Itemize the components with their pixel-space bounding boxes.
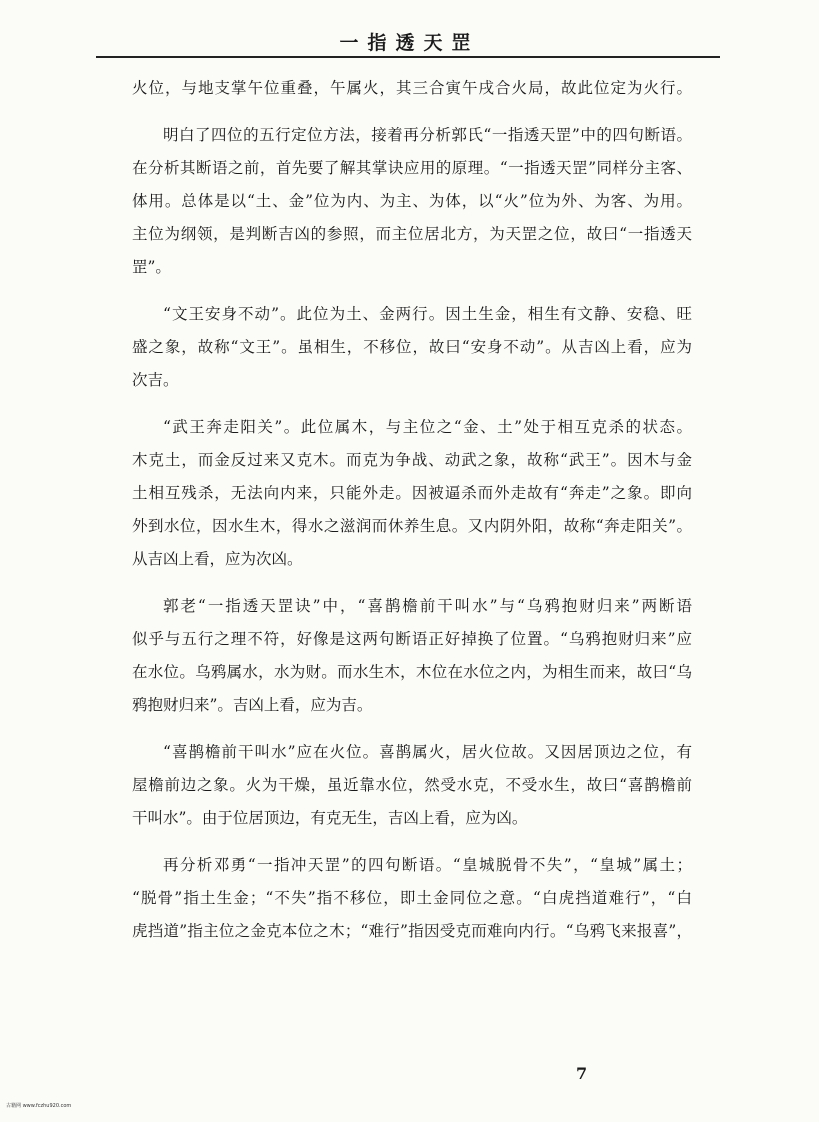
- page-header-title: 一指透天罡: [339, 32, 480, 54]
- text-line: 次吉。: [132, 371, 179, 389]
- paragraph-4: [132, 411, 692, 576]
- footer-watermark-text: 古籍网 www.fczhu920.com: [6, 1103, 72, 1109]
- text-line: 木克土，而金反过来又克木。而克为争战、动武之象，故称“武王”。因木与金: [132, 451, 692, 469]
- text-line: 郭老“一指透天罡诀”中，“喜鹊檐前干叫水”与“乌鸦抱财归来”两断语: [163, 597, 692, 615]
- paragraph-1: [132, 72, 692, 105]
- paragraph-2: [132, 119, 692, 284]
- header-divider: [96, 56, 720, 58]
- text-line: 盛之象，故称“文王”。虽相生，不移位，故曰“安身不动”。从吉凶上看，应为: [132, 338, 692, 356]
- text-line: 似乎与五行之理不符，好像是这两句断语正好掉换了位置。“乌鸦抱财归来”应: [132, 630, 692, 648]
- text-line: “文王安身不动”。此位为土、金两行。因土生金，相生有文静、安稳、旺: [163, 305, 692, 323]
- text-line: 罡”。: [132, 258, 171, 276]
- paragraph-7: [132, 849, 692, 948]
- paragraph-5: [132, 590, 692, 722]
- paragraph-3: [132, 298, 692, 397]
- text-line: “脱骨”指土生金；“不失”指不移位，即土金同位之意。“白虎挡道难行”，“白: [132, 889, 692, 907]
- text-line: “喜鹊檐前干叫水”应在火位。喜鹊属火，居火位故。又因居顶边之位，有: [163, 743, 692, 761]
- text-line: 从吉凶上看，应为次凶。: [132, 550, 303, 568]
- text-line: 主位为纲领，是判断吉凶的参照，而主位居北方，为天罡之位，故曰“一指透天: [132, 225, 692, 243]
- text-line: 体用。总体是以“土、金”位为内、为主、为体，以“火”位为外、为客、为用。: [132, 192, 692, 210]
- text-line: 外到水位，因水生木，得水之滋润而休养生息。又内阴外阳，故称“奔走阳关”。: [132, 517, 692, 535]
- text-line: 鸦抱财归来”。吉凶上看，应为吉。: [132, 696, 373, 714]
- body-text: [132, 72, 692, 948]
- text-line: 虎挡道”指主位之金克本位之木；“难行”指因受克而难向内行。“乌鸦飞来报喜”，: [132, 922, 692, 940]
- text-line: 屋檐前边之象。火为干燥，虽近靠水位，然受水克，不受水生，故曰“喜鹊檐前: [132, 776, 692, 794]
- text-line: 火位，与地支掌午位重叠，午属火，其三合寅午戌合火局，故此位定为火行。: [132, 79, 692, 97]
- text-line: 在分析其断语之前，首先要了解其掌诀应用的原理。“一指透天罡”同样分主客、: [132, 159, 692, 177]
- page-number: 7: [576, 1064, 588, 1083]
- text-line: 干叫水”。由于位居顶边，有克无生，吉凶上看，应为凶。: [132, 809, 528, 827]
- text-line: 土相互残杀，无法向内来，只能外走。因被逼杀而外走故有“奔走”之象。即向: [132, 484, 692, 502]
- text-line: 在水位。乌鸦属水，水为财。而水生木，木位在水位之内，为相生而来，故曰“乌: [132, 663, 692, 681]
- text-line: “武王奔走阳关”。此位属木，与主位之“金、土”处于相互克杀的状态。: [163, 418, 692, 436]
- paragraph-6: [132, 736, 692, 835]
- text-line: 明白了四位的五行定位方法，接着再分析郭氏“一指透天罡”中的四句断语。: [163, 126, 692, 144]
- text-line: 再分析邓勇“一指冲天罡”的四句断语。“皇城脱骨不失”，“皇城”属土；: [163, 856, 692, 874]
